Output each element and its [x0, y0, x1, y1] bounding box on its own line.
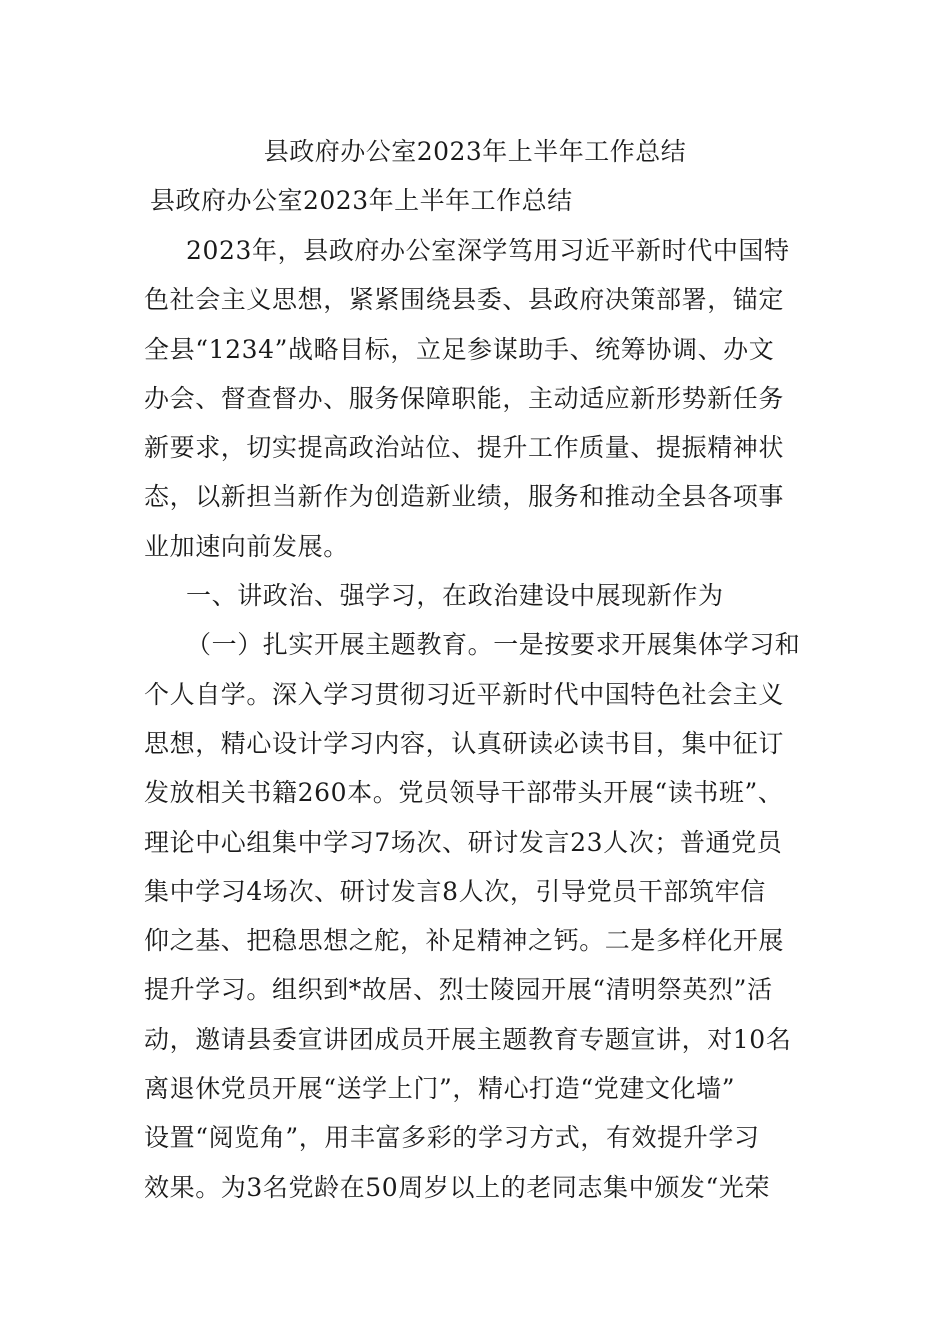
document-subtitle: 县政府办公室2023年上半年工作总结: [150, 186, 573, 215]
paragraph-section-line: 仰之基、把稳思想之舵，补足精神之钙。二是多样化开展: [144, 926, 785, 956]
paragraph-section-line: 思想，精心设计学习内容，认真研读必读书目，集中征订: [144, 728, 785, 758]
paragraph-intro-line: 全县“1234”战略目标，立足参谋助手、统筹协调、办文: [144, 334, 775, 364]
paragraph-intro-line: 色社会主义思想，紧紧围绕县委、县政府决策部署，锚定: [144, 285, 785, 315]
paragraph-section-line: 理论中心组集中学习7场次、研讨发言23人次；普通党员: [144, 827, 783, 857]
paragraph-section-line: 动，邀请县委宣讲团成员开展主题教育专题宣讲，对10名: [144, 1024, 792, 1054]
paragraph-intro-line: 新要求，切实提高政治站位、提升工作质量、提振精神状: [144, 433, 785, 463]
paragraph-section-line: 效果。为3名党龄在50周岁以上的老同志集中颁发“光荣: [144, 1172, 771, 1202]
paragraph-section-line: （一）扎实开展主题教育。一是按要求开展集体学习和: [186, 630, 801, 660]
paragraph-section-line: 个人自学。深入学习贯彻习近平新时代中国特色社会主义: [144, 679, 785, 709]
paragraph-intro-line: 业加速向前发展。: [144, 531, 349, 561]
paragraph-section-line: 集中学习4场次、研讨发言8人次，引导党员干部筑牢信: [144, 876, 766, 906]
paragraph-intro-line: 办会、督查督办、服务保障职能，主动适应新形势新任务: [144, 383, 785, 413]
paragraph-section-line: 离退休党员开展“送学上门”，精心打造“党建文化墙”: [144, 1074, 736, 1104]
document-title: 县政府办公室2023年上半年工作总结: [263, 137, 687, 166]
paragraph-section-line: 设置“阅览角”，用丰富多彩的学习方式，有效提升学习: [144, 1123, 760, 1153]
paragraph-section-line: 提升学习。组织到*故居、烈士陵园开展“清明祭英烈”活: [144, 975, 773, 1005]
section-heading: 一、讲政治、强学习，在政治建设中展现新作为: [186, 581, 724, 611]
document-body: [144, 226, 814, 1212]
paragraph-intro-line: 2023年，县政府办公室深学笃用习近平新时代中国特: [186, 236, 790, 265]
paragraph-section-line: 发放相关书籍260本。党员领导干部带头开展“读书班”、: [144, 778, 784, 808]
paragraph-intro-line: 态，以新担当新作为创造新业绩，服务和推动全县各项事: [144, 482, 785, 512]
